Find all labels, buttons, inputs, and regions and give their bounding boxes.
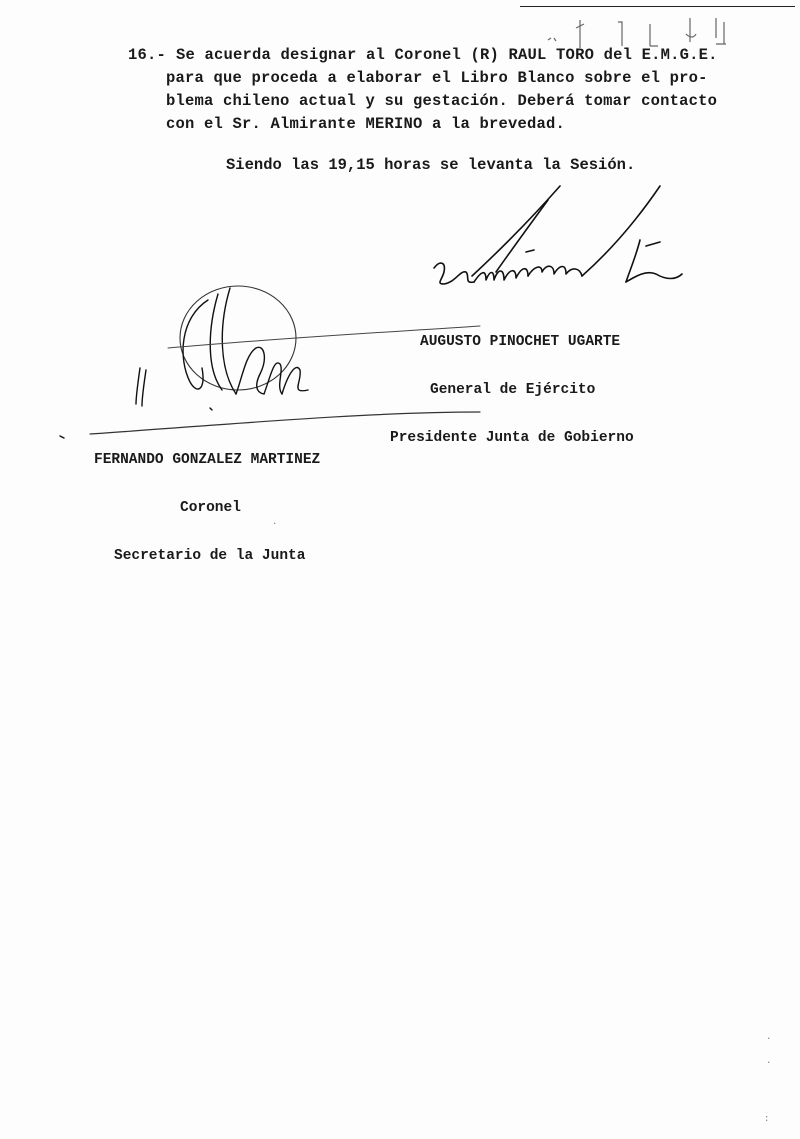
- item-line: Se acuerda designar al Coronel (R) RAUL TORO del E.M.G.E.: [176, 46, 718, 64]
- session-closing: Siendo las 19,15 horas se levanta la Sesión.: [226, 156, 636, 174]
- signatory-rank: General de Ejército: [430, 382, 596, 398]
- item-line: para que proceda a elaborar el Libro Blanco sobre el pro-: [166, 69, 708, 87]
- top-rule: [520, 6, 795, 7]
- signatory-role: Secretario de la Junta: [114, 548, 306, 564]
- scan-speck: ·: [766, 1034, 772, 1044]
- signatory-name: FERNANDO GONZALEZ MARTINEZ: [94, 452, 321, 468]
- scan-speck: ·: [272, 519, 278, 529]
- signatory-role: Presidente Junta de Gobierno: [390, 430, 634, 446]
- item-line: con el Sr. Almirante MERINO a la brevedad.: [166, 115, 566, 133]
- signature-pinochet: [430, 180, 700, 290]
- scan-speck: :: [764, 1114, 770, 1124]
- scan-speck: ·: [766, 1058, 772, 1068]
- item-text: [166, 44, 756, 136]
- signatory-rank: Coronel: [180, 500, 241, 516]
- item-number: 16.-: [128, 46, 167, 64]
- signature-block-secretary: [94, 420, 320, 596]
- signatory-name: AUGUSTO PINOCHET UGARTE: [420, 334, 621, 350]
- item-line: blema chileno actual y su gestación. Deberá tomar contacto: [166, 92, 718, 110]
